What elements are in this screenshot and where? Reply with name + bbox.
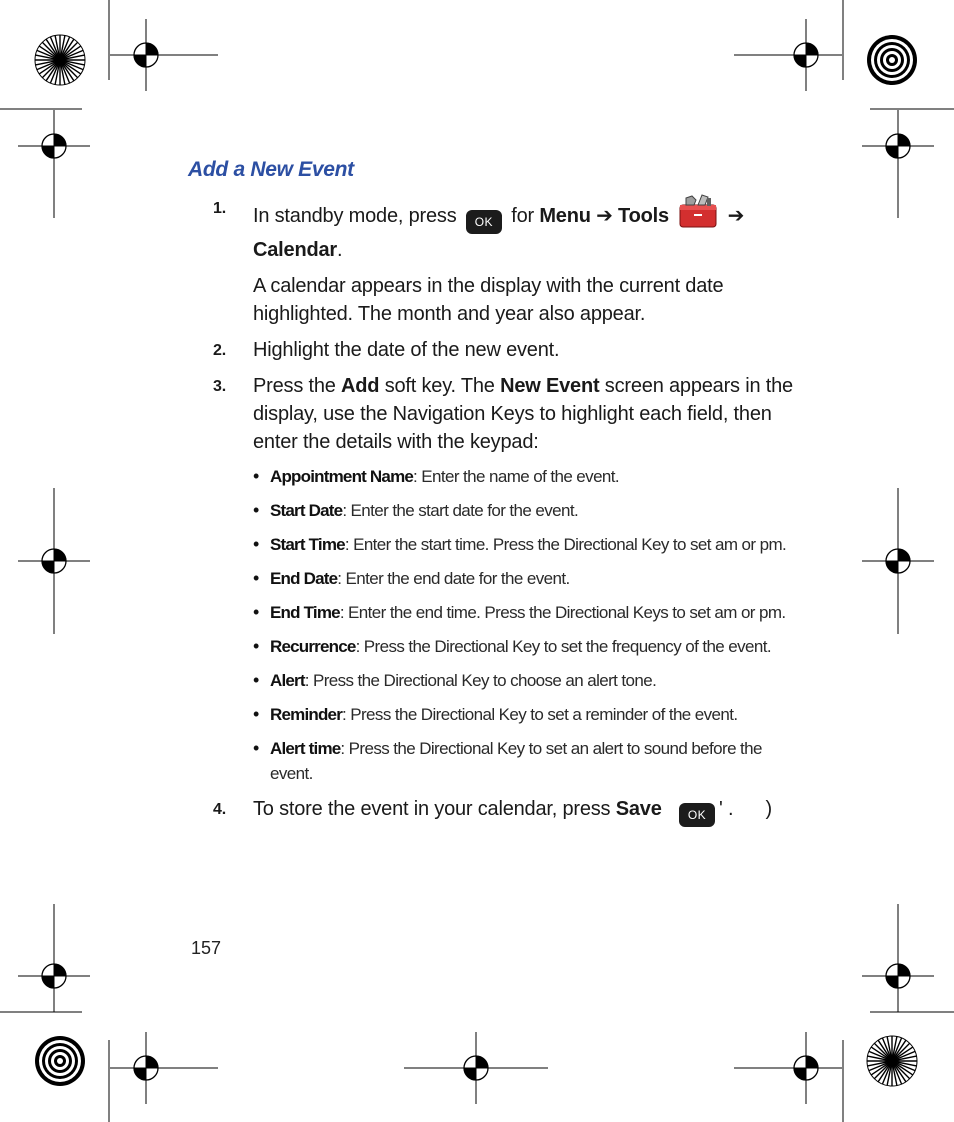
arrow-icon: ➔: [596, 205, 613, 227]
page-number: 157: [191, 938, 222, 958]
list-item: • Alert time: Press the Directional Key to set an alert to sound before the event.: [253, 736, 793, 786]
step-2: [213, 336, 793, 364]
list-item: • Appointment Name: Enter the name of the event.: [253, 464, 793, 489]
list-item: • Reminder: Press the Directional Key to set a reminder of the event.: [253, 702, 793, 727]
step-note: A calendar appears in the display with the current date highlighted. The month and year also appear.: [253, 275, 724, 325]
arrow-icon: ➔: [727, 205, 745, 227]
tools-label: Tools: [618, 205, 669, 227]
step-number: 3.: [213, 378, 226, 395]
step-3: 3. Press the Add soft key. The New Event screen appears in the display, use the Navigation Keys to highlight each field, then enter the details with the keypad: • Appointment Name: Enter the name of the event. • Start Date: Enter the start date for the event. • Start Time: Enter the start time. Press the Directional Key to set am or pm. • End Date: Enter the end date for the event. • End Time: Enter the end time. Press the Directional Keys to set am or pm. • Recurrence: Press the Directional Key to set the frequency of the event. • Alert: Press the Directional Key to choose an alert tone. • Reminder: Press the Directional Key to set a reminder of the event. • Alert time: Press the Directional Key to set an alert to sound before the event.: [213, 372, 793, 786]
step-number: 1.: [213, 200, 226, 217]
step-4: 4. To store the event in your calendar, press Save OK ' . ): [213, 795, 793, 827]
step-number: 4.: [213, 801, 226, 818]
ok-key-icon: OK: [466, 210, 502, 234]
list-item: • End Time: Enter the end time. Press the Directional Keys to set am or pm.: [253, 600, 793, 625]
list-item: • Start Date: Enter the start date for the event.: [253, 498, 793, 523]
list-item: • Recurrence: Press the Directional Key to set the frequency of the event.: [253, 634, 793, 659]
steps-list: [213, 194, 793, 835]
list-item: • End Date: Enter the end date for the event.: [253, 566, 793, 591]
list-item: • Alert: Press the Directional Key to choose an alert tone.: [253, 668, 793, 693]
step-number: 2.: [213, 342, 226, 359]
add-softkey-label: Add: [341, 375, 380, 397]
menu-label: Menu: [539, 205, 591, 227]
step-1: 1. In standby mode, press OK for Menu ➔ Tools ➔ Calendar. A calendar appears in the display with the current date highlighted. The month and year also appear.: [213, 194, 793, 328]
step-text: Highlight the date of the new event.: [253, 339, 560, 361]
tools-icon: [678, 194, 718, 236]
ok-key-icon: OK: [679, 803, 715, 827]
field-list: [253, 464, 793, 786]
new-event-label: New Event: [500, 375, 600, 397]
calendar-label: Calendar: [253, 239, 337, 261]
section-heading: Add a New Event: [188, 158, 354, 181]
list-item: • Start Time: Enter the start time. Press the Directional Key to set am or pm.: [253, 532, 793, 557]
save-label: Save: [615, 798, 662, 820]
